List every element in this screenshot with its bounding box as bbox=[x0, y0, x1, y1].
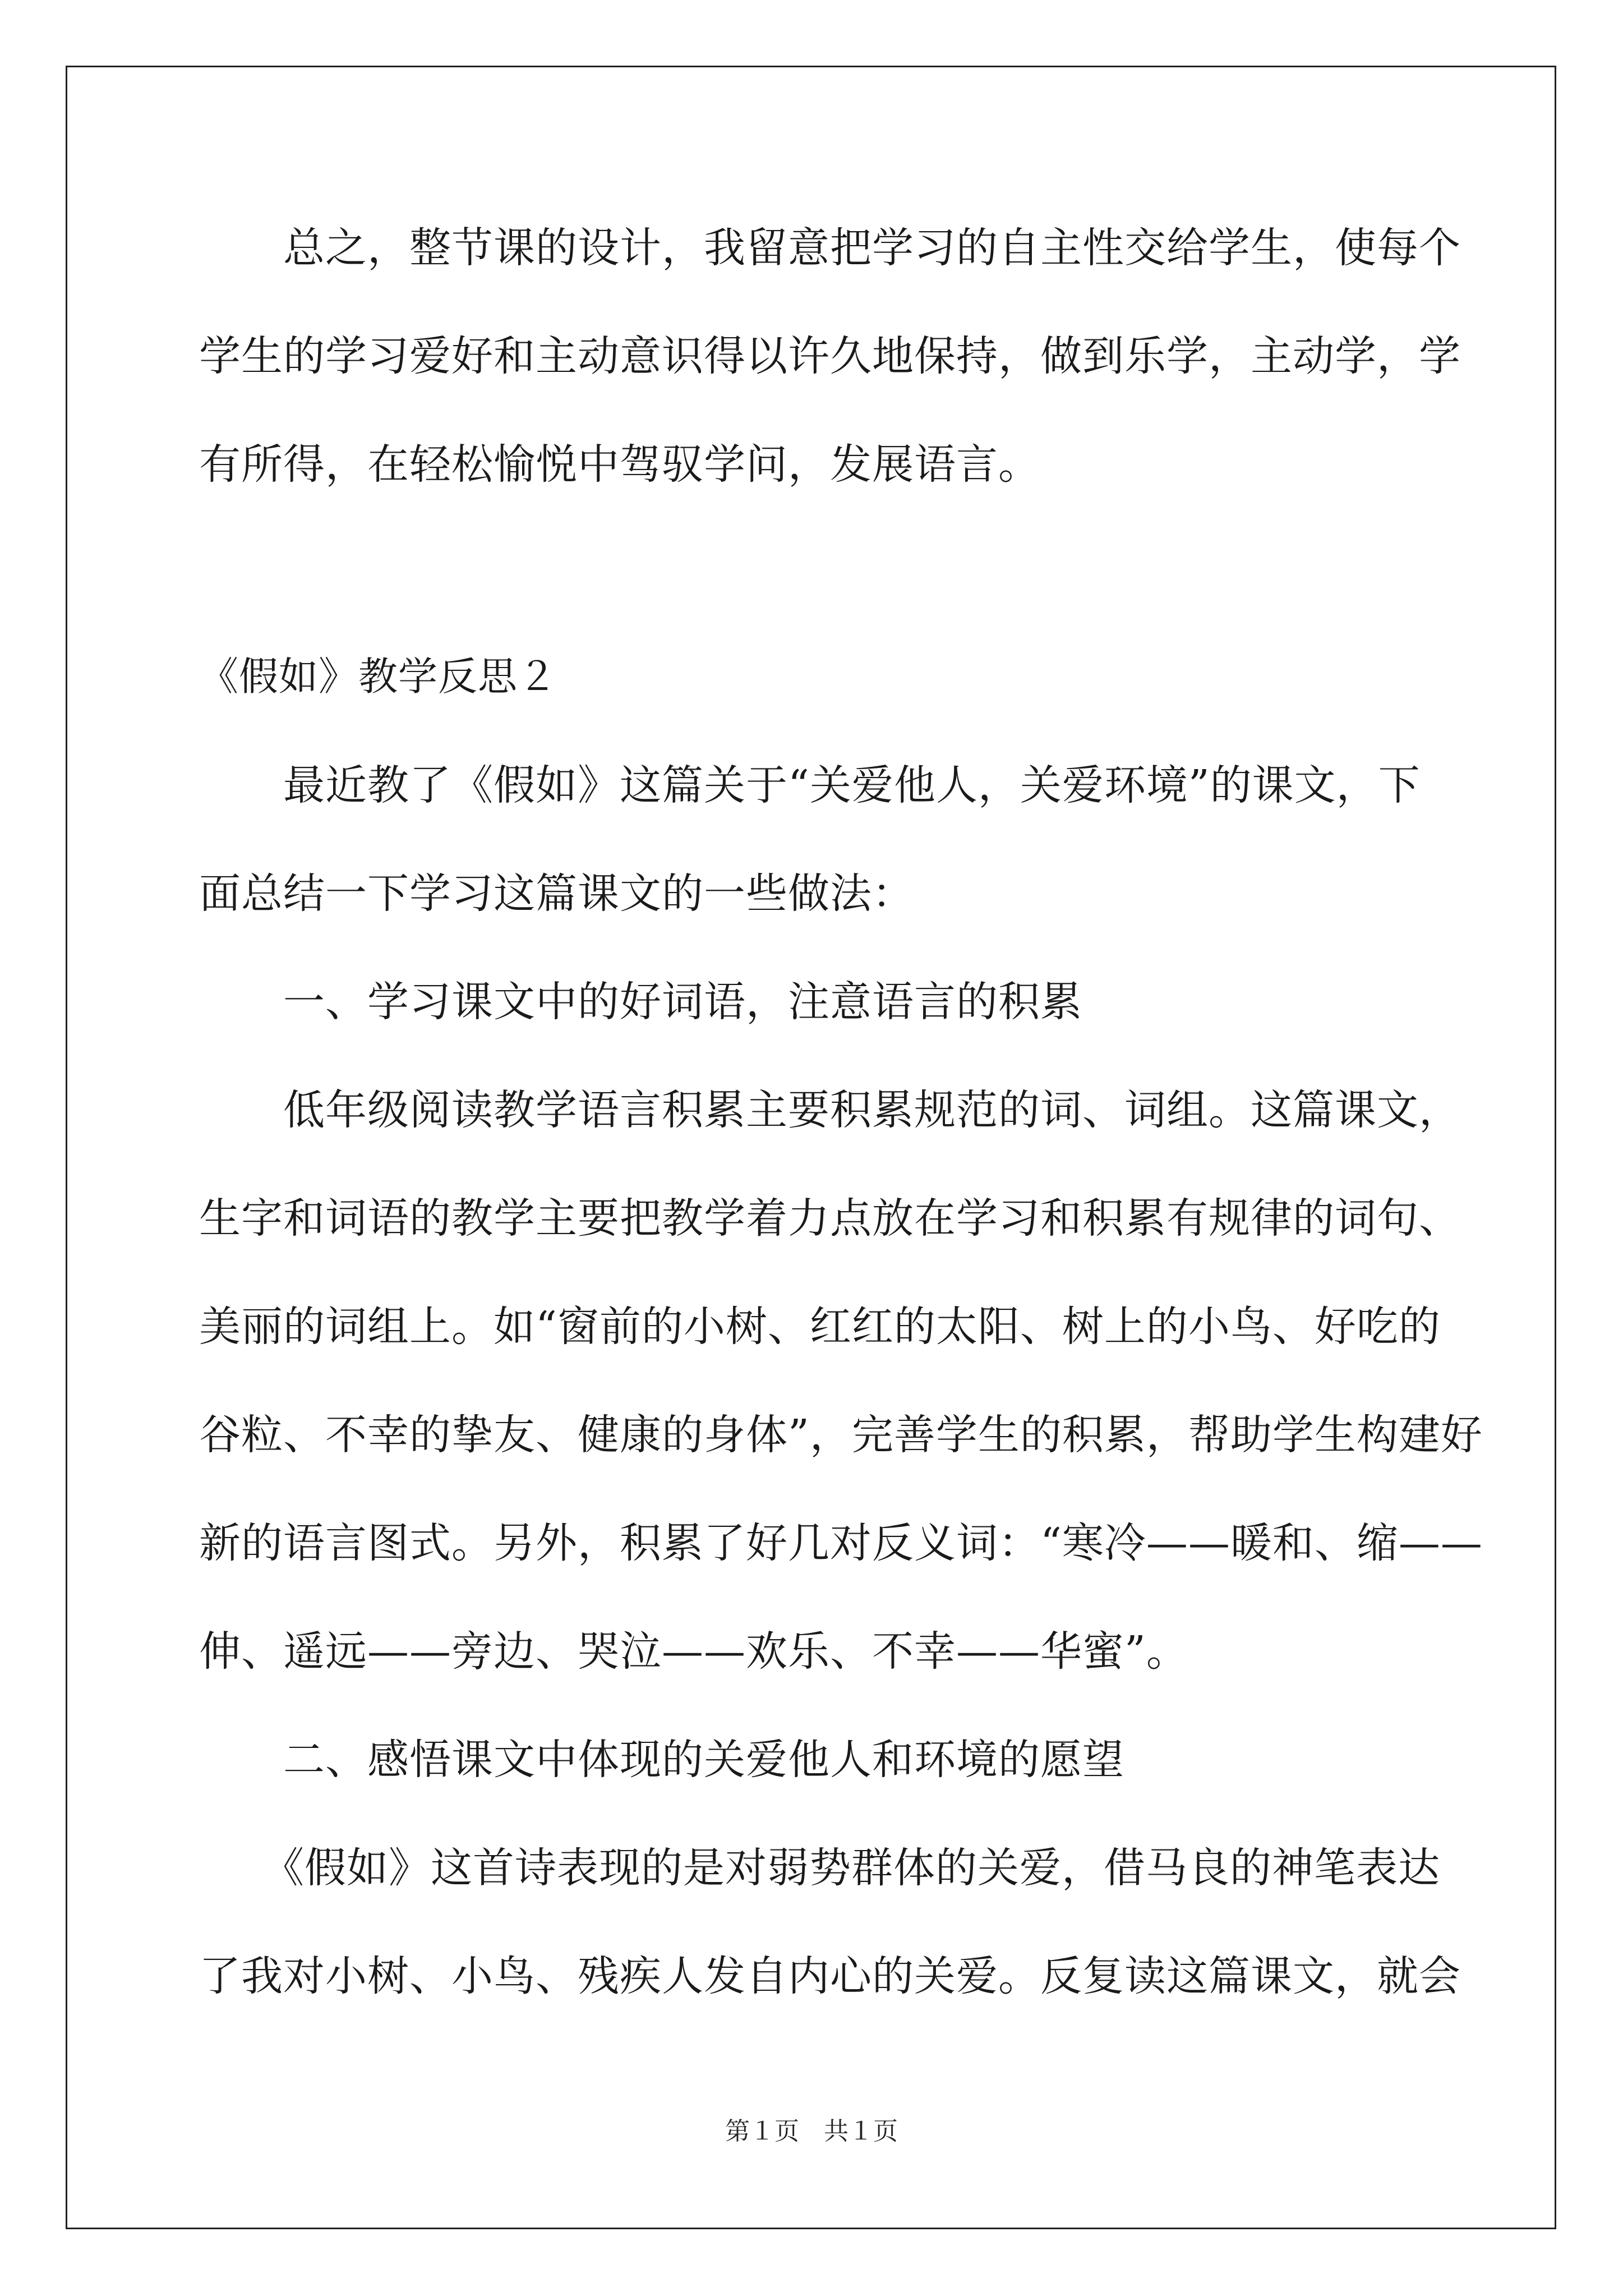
paragraph-line: 总之，整节课的设计，我留意把学习的自主性交给学生，使每个 bbox=[199, 224, 1461, 272]
paragraph-line: 《假如》这首诗表现的是对弱势群体的关爱，借马良的神笔表达 bbox=[199, 1844, 1440, 1892]
page-border bbox=[66, 66, 1556, 2229]
paragraph-line: 谷粒、不幸的挚友、健康的身体”，完善学生的积累，帮助学生构建好 bbox=[199, 1411, 1483, 1459]
paragraph-line: 面总结一下学习这篇课文的一些做法： bbox=[199, 869, 914, 918]
paragraph-line: 有所得，在轻松愉悦中驾驭学问，发展语言。 bbox=[199, 440, 1040, 489]
paragraph-line: 伸、遥远——旁边、哭泣——欢乐、不幸——华蜜”。 bbox=[199, 1627, 1188, 1676]
paragraph-line: 了我对小树、小鸟、残疾人发自内心的关爱。反复读这篇课文，就会 bbox=[199, 1952, 1461, 2000]
section-heading: 《假如》教学反思２ bbox=[199, 654, 557, 700]
paragraph-line: 低年级阅读教学语言积累主要积累规范的词、词组。这篇课文， bbox=[199, 1086, 1461, 1134]
paragraph-line: 学生的学习爱好和主动意识得以许久地保持，做到乐学，主动学，学 bbox=[199, 332, 1461, 380]
paragraph-line: 美丽的词组上。如“窗前的小树、红红的太阳、树上的小鸟、好吃的 bbox=[199, 1303, 1441, 1351]
subheading-line: 二、感悟课文中体现的关爱他人和环境的愿望 bbox=[199, 1736, 1124, 1784]
paragraph-line: 最近教了《假如》这篇关于“关爱他人，关爱环境”的课文，下 bbox=[199, 761, 1421, 809]
page-footer: 第１页 共１页 bbox=[725, 2117, 898, 2146]
paragraph-line: 生字和词语的教学主要把教学着力点放在学习和积累有规律的词句、 bbox=[199, 1194, 1461, 1243]
subheading-line: 一、学习课文中的好词语，注意语言的积累 bbox=[199, 978, 1082, 1026]
paragraph-line: 新的语言图式。另外，积累了好几对反义词：“寒冷——暖和、缩—— bbox=[199, 1519, 1483, 1567]
